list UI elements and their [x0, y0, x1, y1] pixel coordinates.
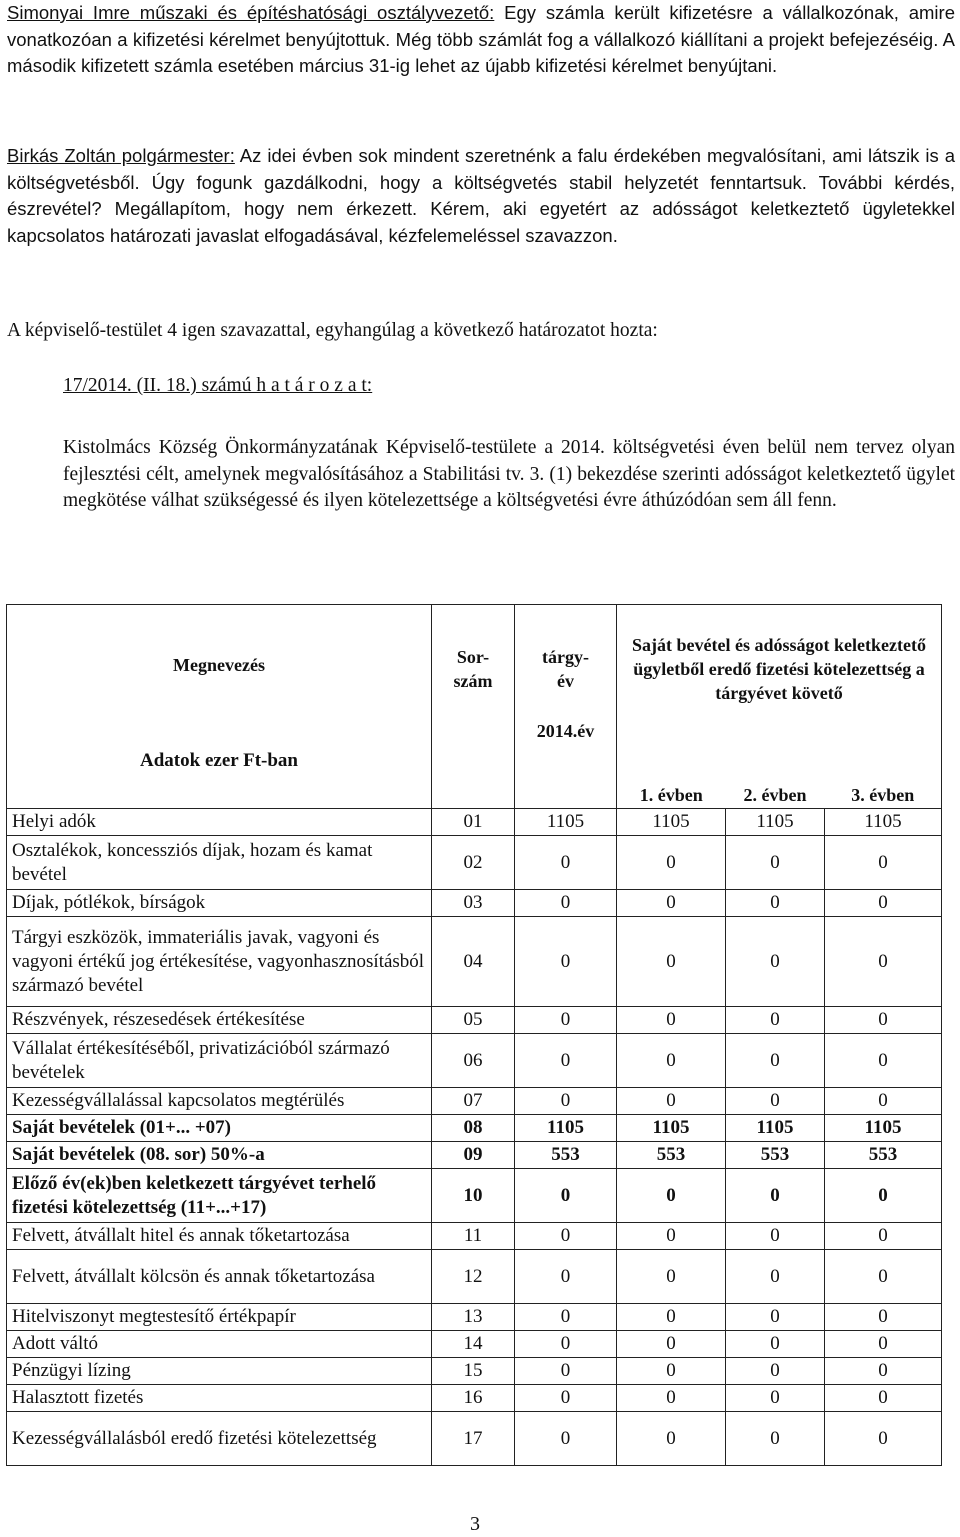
row-sorszam: 03: [432, 890, 515, 917]
row-value-year-1: 0: [617, 917, 726, 1007]
row-name: Adott váltó: [7, 1331, 432, 1358]
row-value-year-2: 553: [726, 1142, 825, 1169]
page-number: 3: [470, 1513, 480, 1535]
table-header-row: [7, 605, 942, 783]
row-value-year-3: 0: [825, 1223, 942, 1250]
row-value-year-1: 0: [617, 1358, 726, 1385]
row-value-targyev: 0: [515, 1304, 617, 1331]
row-name: Saját bevételek (08. sor) 50%-a: [7, 1142, 432, 1169]
row-value-targyev: 1105: [515, 1115, 617, 1142]
table-row: [7, 1223, 942, 1250]
row-value-targyev: 0: [515, 1412, 617, 1466]
row-sorszam: 15: [432, 1358, 515, 1385]
row-name: Részvények, részesedések értékesítése: [7, 1007, 432, 1034]
row-value-year-1: 0: [617, 1250, 726, 1304]
row-value-targyev: 0: [515, 1223, 617, 1250]
speaker-simonyai: Simonyai Imre műszaki és építéshatósági osztályvezető:: [7, 2, 495, 23]
row-value-year-3: 0: [825, 890, 942, 917]
paragraph-simonyai-text: Egy számla került kifizetésre a vállalkozónak, amire vonatkozóan a kifizetési kérelmet benyújtottuk. Még több számlát fog a vállalkozó kiállítani a projekt befejezéséig. A második kifizetett számla esetében március 31-ig lehet az újabb kifizetési kérelmet benyújtani.: [7, 2, 955, 76]
row-name: Helyi adók: [7, 809, 432, 836]
table-row: [7, 890, 942, 917]
row-value-year-3: 0: [825, 1169, 942, 1223]
row-value-targyev: 0: [515, 1385, 617, 1412]
header-sajat-bevetel: Saját bevétel és adósságot keletkeztető ügyletből eredő fizetési kötelezettség a tárgyévet követő: [617, 605, 942, 783]
row-sorszam: 05: [432, 1007, 515, 1034]
row-value-year-2: 0: [726, 1088, 825, 1115]
table-row: [7, 1250, 942, 1304]
header-targyev: tárgy- év 2014.év: [515, 605, 617, 809]
row-value-year-1: 0: [617, 1034, 726, 1088]
row-name: Díjak, pótlékok, bírságok: [7, 890, 432, 917]
table-row: [7, 917, 942, 1007]
paragraph-simonyai: [7, 0, 955, 80]
row-sorszam: 02: [432, 836, 515, 890]
header-year-3: 3. évben: [825, 783, 942, 809]
row-value-year-3: 553: [825, 1142, 942, 1169]
table-row: [7, 1331, 942, 1358]
row-value-year-1: 1105: [617, 1115, 726, 1142]
row-value-year-1: 0: [617, 1331, 726, 1358]
row-sorszam: 07: [432, 1088, 515, 1115]
row-name: Hitelviszonyt megtestesítő értékpapír: [7, 1304, 432, 1331]
row-value-targyev: 553: [515, 1142, 617, 1169]
header-unit: Adatok ezer Ft-ban: [140, 750, 298, 771]
row-value-year-3: 0: [825, 1250, 942, 1304]
row-value-year-2: 0: [726, 917, 825, 1007]
header-sorszam: Sor- szám: [432, 605, 515, 809]
table-row: [7, 1169, 942, 1223]
row-value-year-2: 0: [726, 890, 825, 917]
row-value-year-1: 0: [617, 890, 726, 917]
row-sorszam: 12: [432, 1250, 515, 1304]
row-value-year-2: 0: [726, 1223, 825, 1250]
row-name: Pénzügyi lízing: [7, 1358, 432, 1385]
debt-table: [6, 604, 942, 1466]
resolution-number: 17/2014. (II. 18.) számú h a t á r o z a t:: [63, 375, 373, 396]
row-value-year-3: 0: [825, 1358, 942, 1385]
row-value-year-3: 1105: [825, 1115, 942, 1142]
table-row: [7, 1115, 942, 1142]
table-row: [7, 809, 942, 836]
row-value-targyev: 0: [515, 1034, 617, 1088]
paragraph-birkas-text: Az idei évben sok mindent szeretnénk a falu érdekében megvalósítani, ami látszik is a költségvetésből. Úgy fogunk gazdálkodni, hogy a költségvetés stabil helyzetét fenntartsuk. További kérdés, észrevétel? Megállapítom, hogy nem érkezett. Kérem, aki egyetért az adósságot keletkeztető ügyletekkel kapcsolatos határozati javaslat elfogadásával, kézfelemeléssel szavazzon.: [7, 145, 955, 246]
row-name: Kezességvállalásból eredő fizetési kötelezettség: [7, 1412, 432, 1466]
table-row: [7, 1007, 942, 1034]
row-value-year-1: 553: [617, 1142, 726, 1169]
row-value-year-2: 0: [726, 1169, 825, 1223]
row-sorszam: 14: [432, 1331, 515, 1358]
header-targyev-year: 2014.év: [536, 721, 595, 741]
row-value-targyev: 0: [515, 1088, 617, 1115]
row-value-targyev: 0: [515, 1331, 617, 1358]
row-value-year-2: 0: [726, 836, 825, 890]
row-value-year-3: 0: [825, 1331, 942, 1358]
speaker-birkas: Birkás Zoltán polgármester:: [7, 145, 235, 166]
header-year-2: 2. évben: [726, 783, 825, 809]
table-row: [7, 1358, 942, 1385]
row-name: Kezességvállalással kapcsolatos megtérülés: [7, 1088, 432, 1115]
row-value-year-1: 0: [617, 1169, 726, 1223]
row-value-year-2: 0: [726, 1358, 825, 1385]
row-sorszam: 01: [432, 809, 515, 836]
row-value-year-3: 1105: [825, 809, 942, 836]
row-value-year-2: 0: [726, 1250, 825, 1304]
row-value-targyev: 0: [515, 1007, 617, 1034]
row-sorszam: 17: [432, 1412, 515, 1466]
paragraph-birkas: [7, 143, 955, 249]
table-row: [7, 1034, 942, 1088]
table-row: [7, 1088, 942, 1115]
row-value-year-3: 0: [825, 1385, 942, 1412]
row-value-year-2: 1105: [726, 1115, 825, 1142]
row-value-year-1: 0: [617, 1007, 726, 1034]
row-value-year-2: 0: [726, 1007, 825, 1034]
row-value-year-3: 0: [825, 1007, 942, 1034]
row-value-targyev: 0: [515, 1250, 617, 1304]
table-row: [7, 1304, 942, 1331]
table-row: [7, 1412, 942, 1466]
row-sorszam: 06: [432, 1034, 515, 1088]
row-name: Halasztott fizetés: [7, 1385, 432, 1412]
row-value-year-1: 0: [617, 1412, 726, 1466]
row-value-year-2: 1105: [726, 809, 825, 836]
row-value-year-1: 1105: [617, 809, 726, 836]
row-value-year-3: 0: [825, 836, 942, 890]
resolution-body: Kistolmács Község Önkormányzatának Képviselő-testülete a 2014. költségvetési éven belül nem tervez olyan fejlesztési célt, amelynek megvalósításához a Stabilitási tv. 3. (1) bekezdése szerinti adósságot keletkeztető ügylet megkötése válhat szükségessé és ilyen kötelezettsége a költségvetési évre áthúzódóan sem áll fenn.: [63, 437, 955, 511]
row-value-year-1: 0: [617, 1223, 726, 1250]
row-value-year-3: 0: [825, 1034, 942, 1088]
row-value-year-2: 0: [726, 1034, 825, 1088]
header-megnevezes: Megnevezés Adatok ezer Ft-ban: [7, 605, 432, 809]
row-name: Előző év(ek)ben keletkezett tárgyévet terhelő fizetési kötelezettség (11+...+17): [7, 1169, 432, 1223]
row-name: Saját bevételek (01+... +07): [7, 1115, 432, 1142]
vote-statement: A képviselő-testület 4 igen szavazattal, egyhangúlag a következő határozatot hozta:: [7, 320, 658, 341]
row-value-targyev: 0: [515, 1358, 617, 1385]
table-row: [7, 1142, 942, 1169]
row-sorszam: 08: [432, 1115, 515, 1142]
row-name: Felvett, átvállalt hitel és annak tőketartozása: [7, 1223, 432, 1250]
row-name: Vállalat értékesítéséből, privatizációból származó bevételek: [7, 1034, 432, 1088]
row-name: Osztalékok, koncessziós díjak, hozam és kamat bevétel: [7, 836, 432, 890]
row-sorszam: 10: [432, 1169, 515, 1223]
row-sorszam: 13: [432, 1304, 515, 1331]
table-row: [7, 1385, 942, 1412]
row-value-targyev: 0: [515, 1169, 617, 1223]
header-year-1: 1. évben: [617, 783, 726, 809]
row-sorszam: 16: [432, 1385, 515, 1412]
row-value-year-3: 0: [825, 1304, 942, 1331]
row-value-year-3: 0: [825, 1412, 942, 1466]
row-value-year-1: 0: [617, 1088, 726, 1115]
row-value-year-1: 0: [617, 836, 726, 890]
row-sorszam: 04: [432, 917, 515, 1007]
row-value-targyev: 0: [515, 917, 617, 1007]
row-name: Felvett, átvállalt kölcsön és annak tőketartozása: [7, 1250, 432, 1304]
row-sorszam: 09: [432, 1142, 515, 1169]
row-value-year-2: 0: [726, 1385, 825, 1412]
row-value-targyev: 0: [515, 836, 617, 890]
row-value-targyev: 1105: [515, 809, 617, 836]
row-value-year-1: 0: [617, 1385, 726, 1412]
row-value-year-3: 0: [825, 917, 942, 1007]
row-value-year-1: 0: [617, 1304, 726, 1331]
table-row: [7, 836, 942, 890]
row-name: Tárgyi eszközök, immateriális javak, vagyoni és vagyoni értékű jog értékesítése, vagyonhasznosításból származó bevétel: [7, 917, 432, 1007]
row-value-year-2: 0: [726, 1412, 825, 1466]
row-sorszam: 11: [432, 1223, 515, 1250]
row-value-year-2: 0: [726, 1304, 825, 1331]
row-value-targyev: 0: [515, 890, 617, 917]
row-value-year-3: 0: [825, 1088, 942, 1115]
row-value-year-2: 0: [726, 1331, 825, 1358]
